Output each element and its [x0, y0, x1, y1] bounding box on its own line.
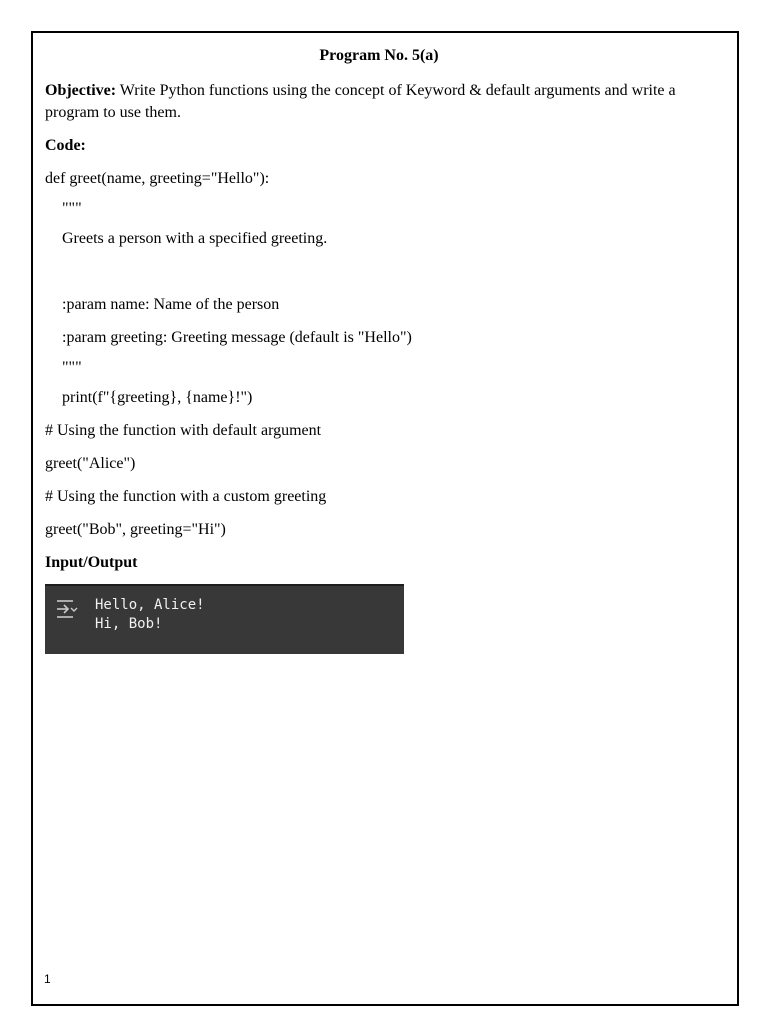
document-body: [45, 44, 725, 654]
objective-label: Objective:: [45, 82, 117, 99]
code-heading: Code:: [45, 137, 86, 154]
code-block: [45, 168, 725, 541]
code-comment: # Using the function with default argument: [45, 422, 322, 439]
code-line: print(f"{greeting}, {name}!"): [62, 389, 253, 406]
code-line: greet("Alice"): [45, 455, 136, 472]
code-line: :param greeting: Greeting message (default is "Hello"): [62, 329, 412, 346]
input-output-heading: Input/Output: [45, 554, 138, 571]
code-blank-line: [45, 261, 725, 283]
output-line: Hello, Alice!: [95, 597, 205, 613]
output-panel: [45, 584, 404, 654]
page-title: Program No. 5(a): [319, 47, 439, 64]
code-line: def greet(name, greeting="Hello"):: [45, 170, 270, 187]
output-line: Hi, Bob!: [95, 616, 163, 632]
code-line: """: [62, 359, 82, 376]
code-comment: # Using the function with a custom greeting: [45, 488, 327, 505]
objective-paragraph: [45, 80, 725, 124]
output-collapse-icon[interactable]: [55, 598, 79, 620]
page-number: 1: [44, 972, 51, 986]
code-line: """: [62, 200, 82, 217]
output-text: [95, 596, 205, 634]
code-line: Greets a person with a specified greeting.: [62, 230, 328, 247]
code-line: greet("Bob", greeting="Hi"): [45, 521, 226, 538]
code-line: :param name: Name of the person: [62, 296, 280, 313]
objective-text: Write Python functions using the concept of Keyword & default arguments and write a program to use them.: [45, 82, 676, 121]
